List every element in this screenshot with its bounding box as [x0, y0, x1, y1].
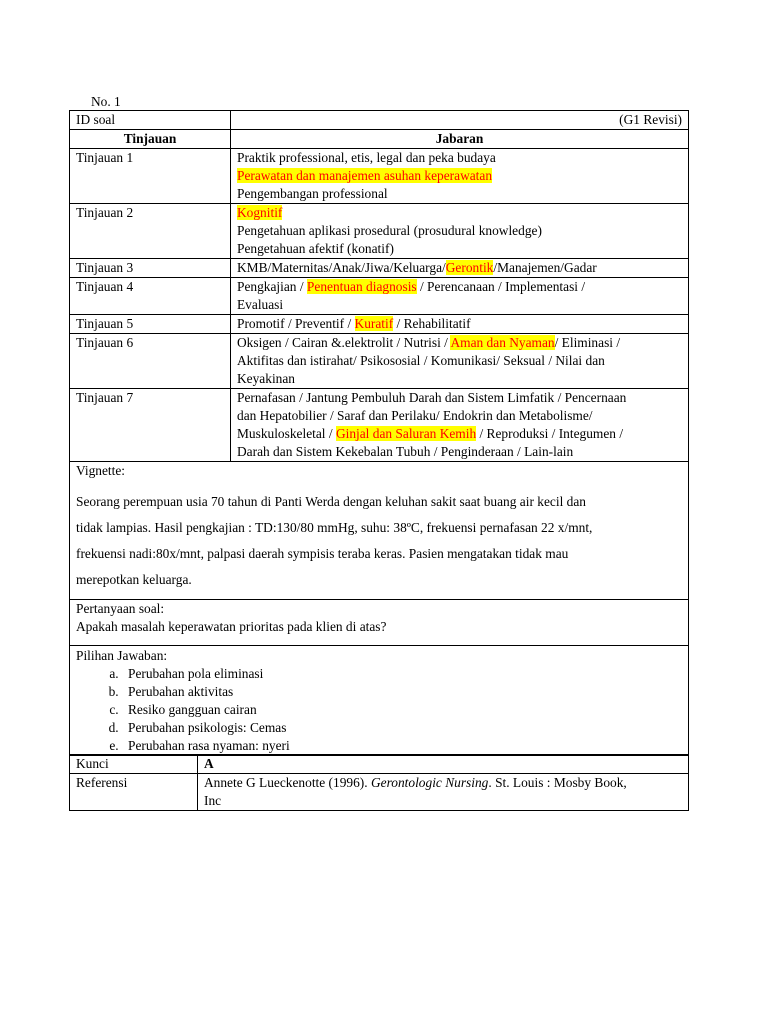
- option-a: a. Perubahan pola eliminasi: [122, 665, 682, 683]
- vignette-cell: [70, 462, 689, 600]
- jabaran-line: [237, 185, 682, 203]
- jabaran-text: / Rehabilitatif: [393, 316, 471, 331]
- column-header-jabaran: Jabaran: [231, 130, 689, 149]
- jabaran-cell: [231, 315, 689, 334]
- tinjauan-row: [70, 204, 689, 259]
- kunci-value: A: [198, 755, 689, 774]
- id-row: [70, 111, 689, 130]
- referensi-label: Referensi: [70, 774, 198, 811]
- highlighted-text: Kuratif: [354, 316, 394, 331]
- tinjauan-label: Tinjauan 4: [70, 278, 231, 315]
- highlighted-text: Aman dan Nyaman: [450, 335, 555, 350]
- jabaran-line: [237, 425, 682, 443]
- vignette-line: Seorang perempuan usia 70 tahun di Panti Werda dengan keluhan sakit saat buang air kecil dan: [76, 494, 586, 509]
- referensi-row: [70, 774, 689, 811]
- vignette-row: [70, 462, 689, 600]
- jabaran-line: [237, 222, 682, 240]
- question-row: [70, 600, 689, 646]
- jabaran-text: Oksigen / Cairan &.elektrolit / Nutrisi /: [237, 335, 451, 350]
- vignette-line: frekuensi nadi:80x/mnt, palpasi daerah sympisis teraba keras. Pasien mengatakan tidak mau: [76, 546, 569, 561]
- jabaran-cell: [231, 278, 689, 315]
- jabaran-line: [237, 167, 682, 185]
- tinjauan-row: [70, 315, 689, 334]
- highlighted-text: Penentuan diagnosis: [306, 279, 417, 294]
- jabaran-cell: [231, 204, 689, 259]
- highlighted-text: Kognitif: [237, 205, 283, 220]
- jabaran-text: Pengetahuan aplikasi prosedural (prosudural knowledge): [237, 223, 542, 238]
- jabaran-line: [237, 315, 682, 333]
- jabaran-cell: [231, 149, 689, 204]
- highlighted-text: Ginjal dan Saluran Kemih: [335, 426, 477, 441]
- jabaran-line: [237, 407, 682, 425]
- id-value: (G1 Revisi): [231, 111, 689, 130]
- jabaran-text: Pengkajian /: [237, 279, 307, 294]
- tinjauan-label: Tinjauan 6: [70, 334, 231, 389]
- jabaran-text: Keyakinan: [237, 371, 296, 386]
- tinjauan-row: [70, 259, 689, 278]
- jabaran-cell: [231, 259, 689, 278]
- question-label: Pertanyaan soal:: [76, 601, 165, 616]
- header-row: [70, 130, 689, 149]
- jabaran-line: [237, 352, 682, 370]
- jabaran-line: [237, 443, 682, 461]
- tinjauan-rows: [70, 149, 689, 462]
- tinjauan-row: [70, 389, 689, 462]
- jabaran-line: [237, 296, 682, 314]
- jabaran-text: Aktifitas dan istirahat/ Psikososial / Komunikasi/ Seksual / Nilai dan: [237, 353, 605, 368]
- option-e: e. Perubahan rasa nyaman: nyeri: [122, 737, 682, 755]
- jabaran-line: [237, 149, 682, 167]
- question-text: Apakah masalah keperawatan prioritas pada klien di atas?: [76, 619, 387, 634]
- jabaran-cell: [231, 389, 689, 462]
- id-label: ID soal: [70, 111, 231, 130]
- vignette-line: merepotkan keluarga.: [76, 572, 192, 587]
- jabaran-line: [237, 204, 682, 222]
- jabaran-text: Muskuloskeletal /: [237, 426, 336, 441]
- referensi-book-title: Gerontologic Nursing: [370, 775, 489, 790]
- jabaran-text: / Reproduksi / Integumen /: [476, 426, 624, 441]
- jabaran-line: [237, 334, 682, 352]
- options-cell: [70, 646, 689, 756]
- jabaran-text: Pernafasan / Jantung Pembuluh Darah dan Sistem Limfatik / Pencernaan: [237, 390, 627, 405]
- jabaran-text: KMB/Maternitas/Anak/Jiwa/Keluarga/: [237, 260, 446, 275]
- jabaran-line: [237, 278, 682, 296]
- referensi-publisher: . St. Louis : Mosby Book,: [488, 775, 627, 790]
- tinjauan-label: Tinjauan 2: [70, 204, 231, 259]
- jabaran-line: [237, 370, 682, 388]
- highlighted-text: Perawatan dan manajemen asuhan keperawatan: [237, 168, 493, 183]
- tinjauan-label: Tinjauan 3: [70, 259, 231, 278]
- tinjauan-label: Tinjauan 7: [70, 389, 231, 462]
- tinjauan-row: [70, 278, 689, 315]
- tinjauan-row: [70, 149, 689, 204]
- jabaran-text: / Perencanaan / Implementasi /: [416, 279, 586, 294]
- jabaran-line: [237, 259, 682, 277]
- jabaran-text: Promotif / Preventif /: [237, 316, 355, 331]
- tinjauan-label: Tinjauan 1: [70, 149, 231, 204]
- kunci-row: [70, 755, 689, 774]
- option-d: d. Perubahan psikologis: Cemas: [122, 719, 682, 737]
- vignette-line: tidak lampias. Hasil pengkajian : TD:130/80 mmHg, suhu: 38ºC, frekuensi pernafasan 22 x/mnt,: [76, 520, 593, 535]
- jabaran-text: Praktik professional, etis, legal dan peka budaya: [237, 150, 496, 165]
- jabaran-line: [237, 240, 682, 258]
- option-c: c. Resiko gangguan cairan: [122, 701, 682, 719]
- jabaran-cell: [231, 334, 689, 389]
- options-list: [76, 665, 682, 755]
- question-table: [69, 110, 689, 756]
- jabaran-text: Darah dan Sistem Kekebalan Tubuh / Penginderaan / Lain-lain: [237, 444, 574, 459]
- question-cell: [70, 600, 689, 646]
- options-row: [70, 646, 689, 756]
- jabaran-text: dan Hepatobilier / Saraf dan Perilaku/ Endokrin dan Metabolisme/: [237, 408, 593, 423]
- jabaran-line: [237, 389, 682, 407]
- referensi-value: [198, 774, 689, 811]
- options-label: Pilihan Jawaban:: [76, 648, 168, 663]
- question-number: No. 1: [91, 94, 121, 109]
- jabaran-text: Pengetahuan afektif (konatif): [237, 241, 394, 256]
- jabaran-text: /Manajemen/Gadar: [493, 260, 597, 275]
- answer-table: [69, 754, 689, 811]
- vignette-body: [76, 489, 682, 593]
- option-b: b. Perubahan aktivitas: [122, 683, 682, 701]
- highlighted-text: Gerontik: [445, 260, 494, 275]
- referensi-publisher-cont: Inc: [204, 793, 222, 808]
- referensi-author: Annete G Lueckenotte (1996).: [204, 775, 371, 790]
- vignette-label: Vignette:: [76, 463, 126, 478]
- column-header-tinjauan: Tinjauan: [70, 130, 231, 149]
- tinjauan-row: [70, 334, 689, 389]
- jabaran-text: Evaluasi: [237, 297, 284, 312]
- jabaran-text: Pengembangan professional: [237, 186, 388, 201]
- tinjauan-label: Tinjauan 5: [70, 315, 231, 334]
- kunci-label: Kunci: [70, 755, 198, 774]
- jabaran-text: / Eliminasi /: [554, 335, 621, 350]
